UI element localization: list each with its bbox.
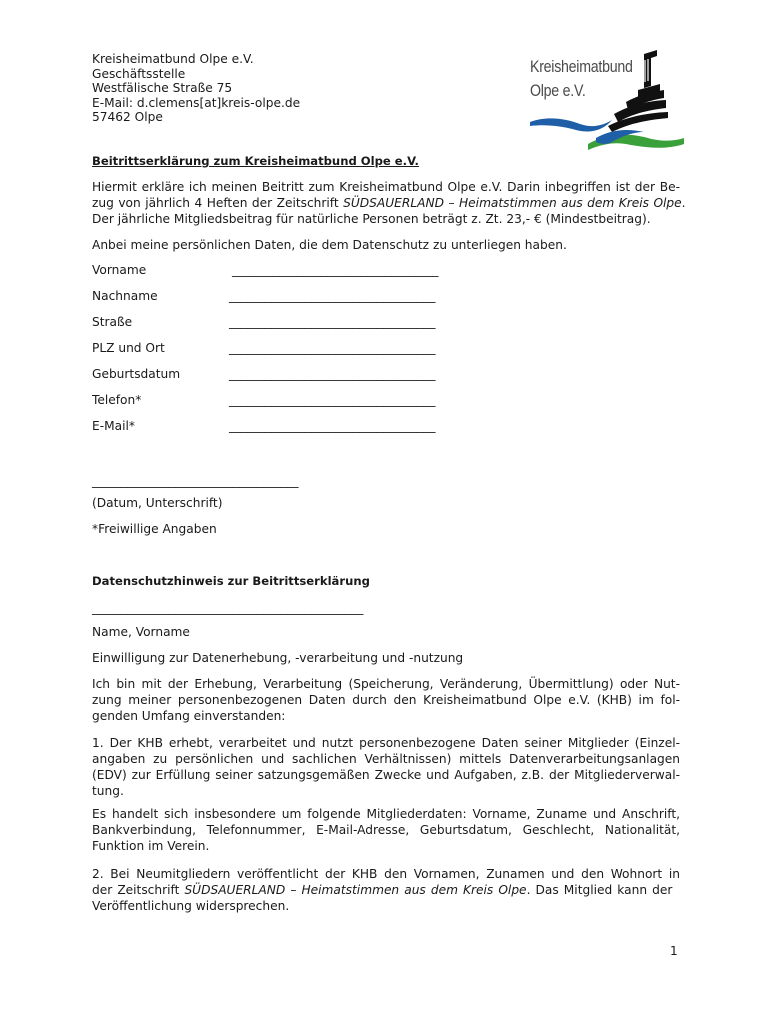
logo-text-line1: Kreisheimatbund — [530, 58, 633, 76]
field-blank-line[interactable]: ___________________________________ — [229, 315, 436, 329]
sender-line: E-Mail: d.clemens[at]kreis-olpe.de — [92, 95, 301, 110]
paragraph-line: Es handelt sich insbesondere um folgende Mitgliederdaten: Vorname, Zuname und Anschrift, — [92, 807, 680, 821]
paragraph-line: Veröffentlichung widersprechen. — [92, 899, 290, 913]
paragraph-line: Funktion im Verein. — [92, 839, 210, 853]
sender-address — [92, 52, 300, 125]
consent-paragraph-1 — [92, 676, 680, 724]
privacy-title: Datenschutzhinweis zur Beitrittserklärung — [92, 574, 370, 588]
signature-line[interactable]: ___________________________________ — [92, 474, 299, 488]
paragraph-line: genden Umfang einverstanden: — [92, 709, 286, 723]
paragraph-text: der Zeitschrift — [92, 883, 185, 897]
page-number: 1 — [670, 944, 678, 958]
paragraph-line: 2. Bei Neumitgliedern veröffentlicht der KHB den Vornamen, Zunamen und den Wohnort in — [92, 867, 680, 881]
sender-line: 57462 Olpe — [92, 110, 163, 124]
field-label: Straße — [92, 315, 133, 329]
data-notice: Anbei meine persönlichen Daten, die dem Datenschutz zu unterliegen haben. — [92, 238, 567, 252]
logo-graphic — [526, 46, 688, 156]
field-label: Telefon* — [92, 393, 142, 407]
intro-paragraph — [92, 179, 686, 227]
page-title: Beitrittserklärung zum Kreisheimatbund Olpe e.V. — [92, 154, 419, 168]
field-blank-line[interactable]: ___________________________________ — [232, 263, 439, 277]
intro-line: Hiermit erkläre ich meinen Beitritt zum Kreisheimatbund Olpe e.V. Darin inbegriffen ist der Be- — [92, 180, 680, 194]
paragraph-text: . Das Mitglied kann der — [526, 883, 673, 897]
field-blank-line[interactable]: ___________________________________ — [229, 341, 436, 355]
field-blank-line[interactable]: ___________________________________ — [229, 367, 436, 381]
magazine-title: SÜDSAUERLAND – Heimatstimmen aus dem Kreis Olpe — [343, 196, 682, 210]
paragraph-line: tung. — [92, 784, 124, 798]
field-blank-line[interactable]: ___________________________________ — [229, 289, 436, 303]
name-label: Name, Vorname — [92, 625, 190, 639]
field-blank-line[interactable]: ___________________________________ — [229, 419, 436, 433]
consent-title: Einwilligung zur Datenerhebung, -verarbeitung und -nutzung — [92, 651, 464, 665]
field-blank-line[interactable]: ___________________________________ — [229, 393, 436, 407]
paragraph-line: Bankverbindung, Telefonnummer, E-Mail-Adresse, Geburtsdatum, Geschlecht, Nationalität, — [92, 823, 680, 837]
optional-note: *Freiwillige Angaben — [92, 522, 217, 536]
intro-line: Der jährliche Mitgliedsbeitrag für natürliche Personen beträgt z. Zt. 23,- € (Mindestbeitrag). — [92, 212, 651, 226]
consent-paragraph-4 — [92, 866, 680, 914]
kreisheimatbund-logo — [526, 46, 688, 156]
consent-paragraph-3 — [92, 806, 680, 854]
magazine-title: SÜDSAUERLAND – Heimatstimmen aus dem Kreis Olpe — [184, 883, 527, 897]
field-label: Vorname — [92, 263, 147, 277]
paragraph-line: angaben zu persönlichen und sachlichen Verhältnissen) mittels Datenverarbeitungsanlagen — [92, 752, 680, 766]
intro-text: . — [681, 196, 686, 210]
field-label: E-Mail* — [92, 419, 135, 433]
paragraph-line — [92, 882, 680, 898]
paragraph-line: zung meiner personenbezogenen Daten durch den Kreisheimatbund Olpe e.V. (KHB) im fol- — [92, 693, 680, 707]
logo-text-line2: Olpe e.V. — [530, 82, 586, 100]
name-line[interactable]: ______________________________________________ — [92, 601, 364, 615]
consent-paragraph-2 — [92, 735, 680, 799]
paragraph-line: 1. Der KHB erhebt, verarbeitet und nutzt personenbezogene Daten seiner Mitglieder (Einzel- — [92, 736, 680, 750]
paragraph-line: (EDV) zur Erfüllung seiner satzungsgemäßen Zwecke und Aufgaben, z.B. der Mitgliederverwal- — [92, 768, 680, 782]
intro-text: zug von jährlich 4 Heften der Zeitschrift — [92, 196, 344, 210]
field-label: Geburtsdatum — [92, 367, 181, 381]
sender-line: Kreisheimatbund Olpe e.V. — [92, 52, 254, 66]
sender-line: Geschäftsstelle — [92, 66, 186, 81]
signature-label: (Datum, Unterschrift) — [92, 496, 223, 510]
paragraph-line: Ich bin mit der Erhebung, Verarbeitung (Speicherung, Veränderung, Übermittlung) oder Nut- — [92, 677, 680, 691]
field-label: PLZ und Ort — [92, 341, 165, 355]
field-label: Nachname — [92, 289, 158, 303]
sender-line: Westfälische Straße 75 — [92, 81, 233, 95]
intro-line — [92, 195, 686, 211]
